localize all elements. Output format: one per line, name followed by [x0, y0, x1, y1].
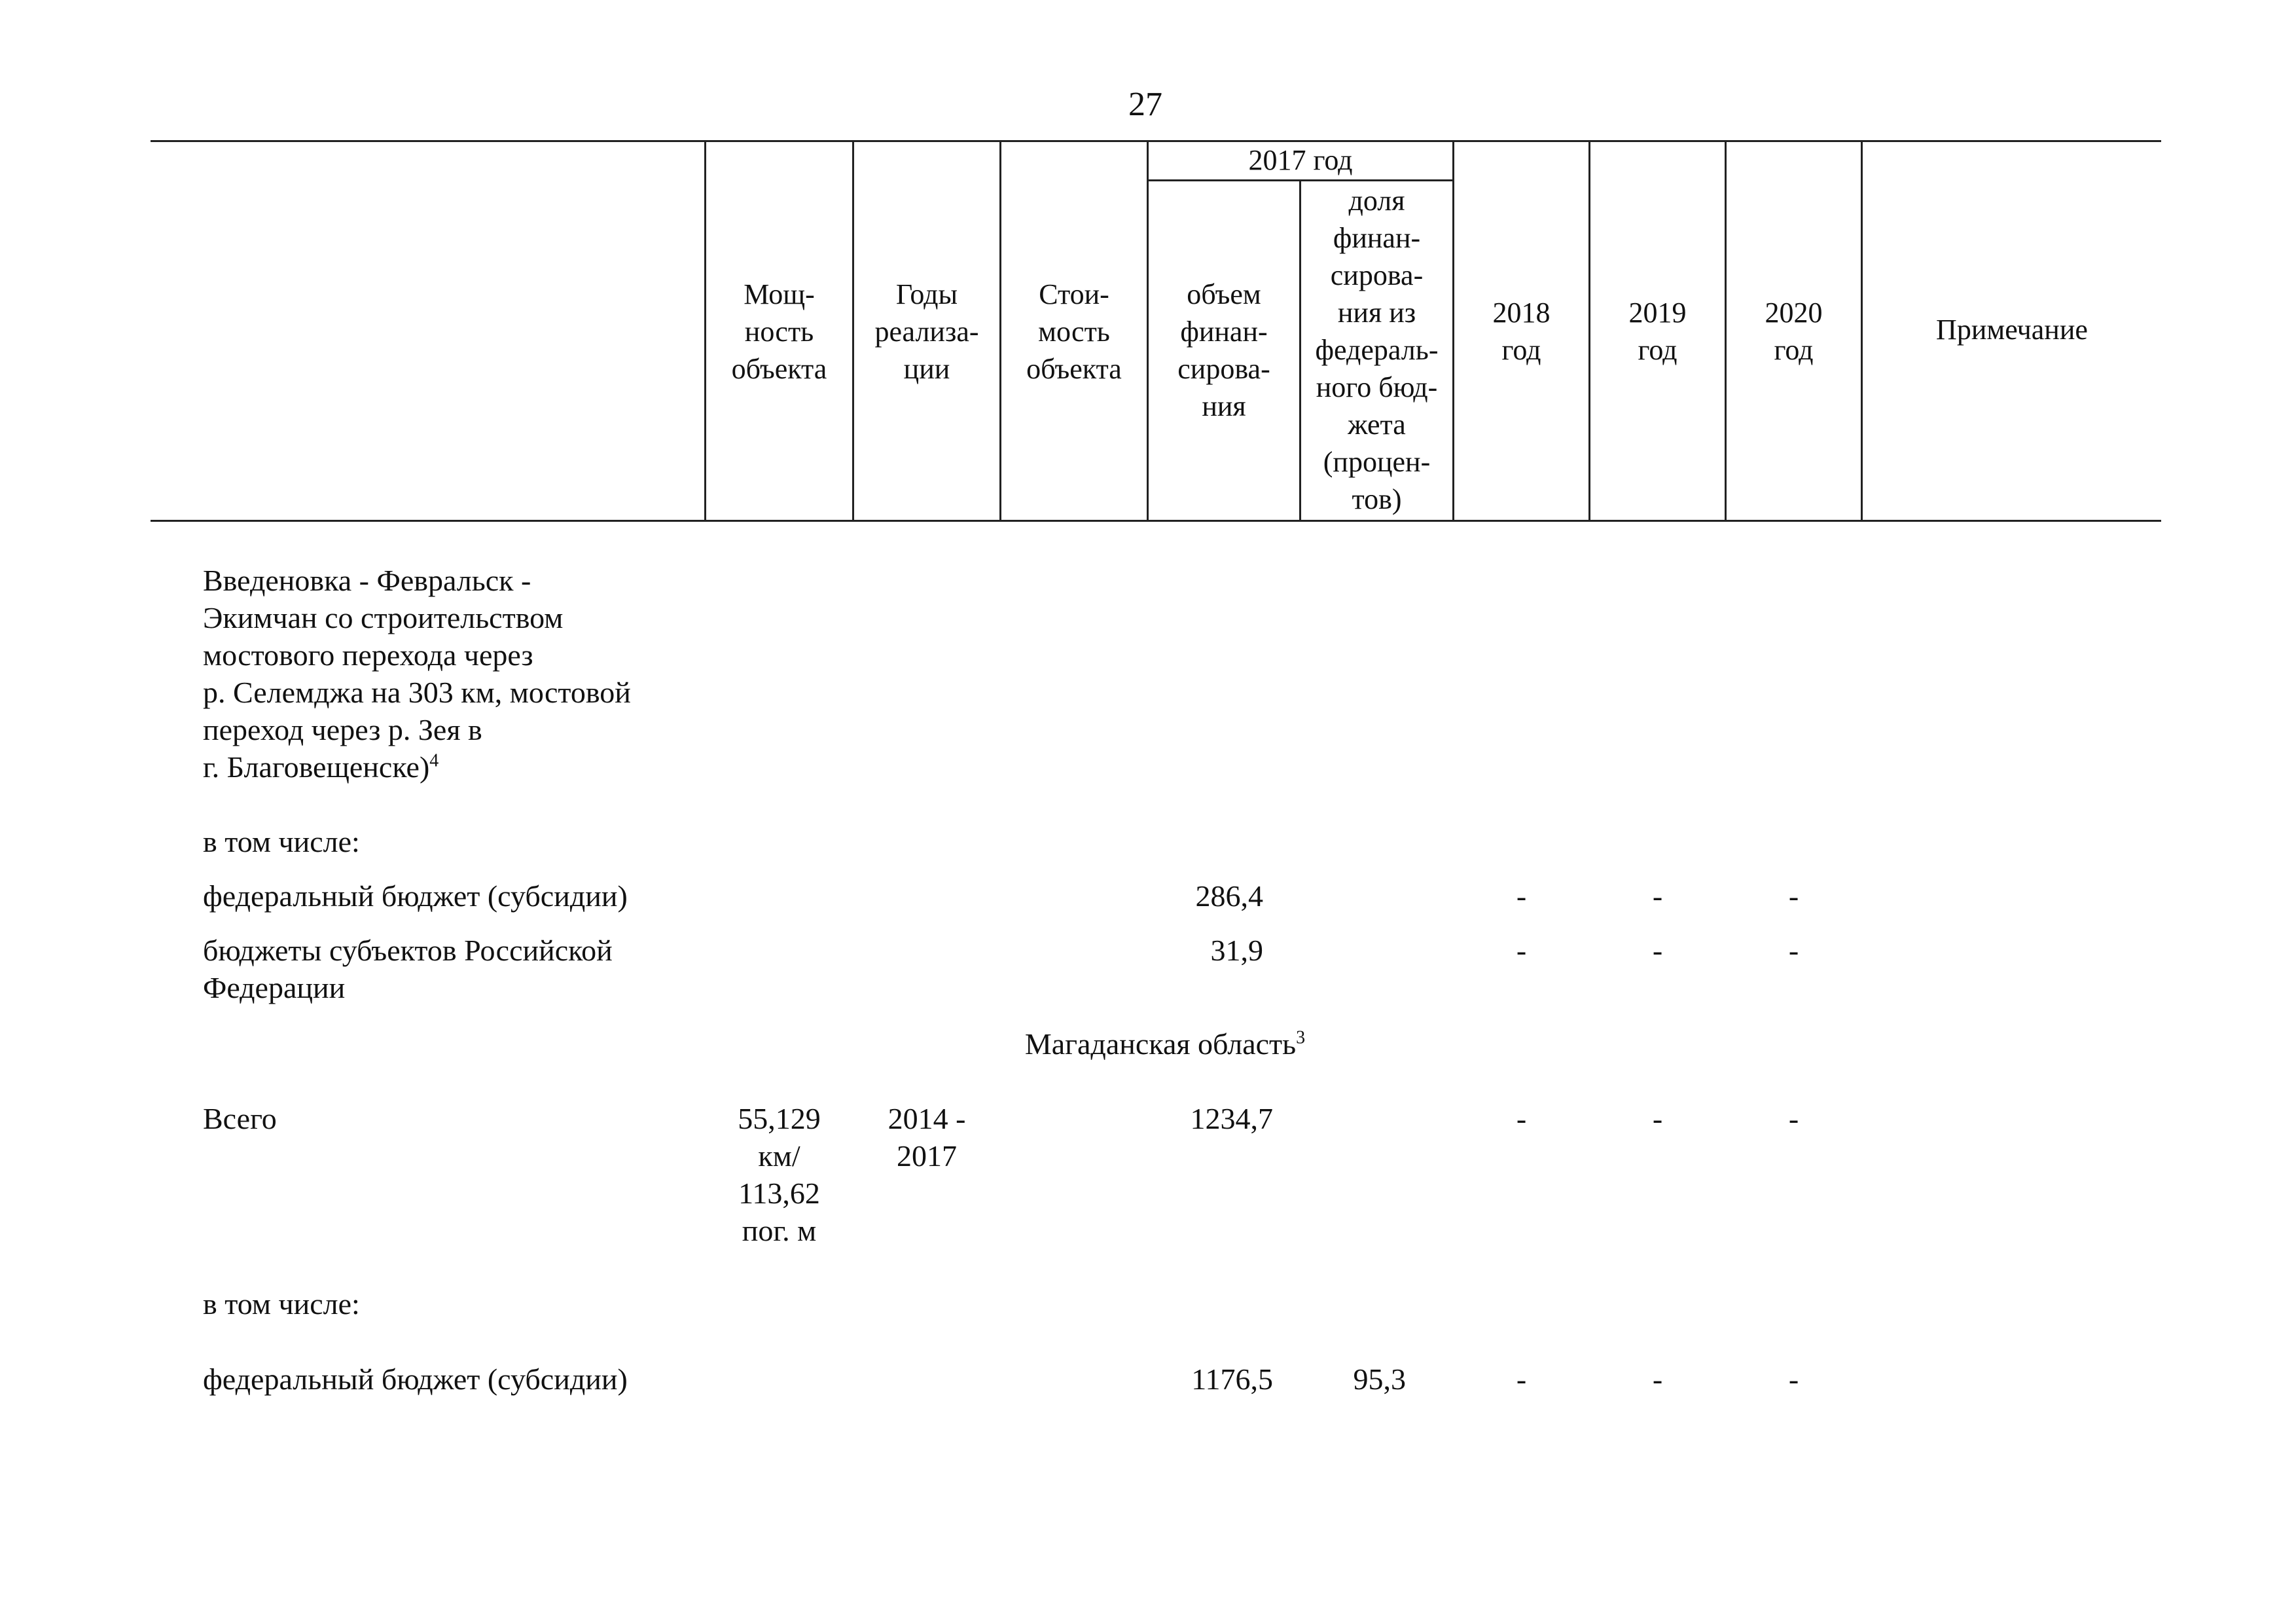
page-number: 27: [1128, 86, 1162, 123]
object-name-text: Введеновка - Февральск - Экимчан со строительством мостового перехода через р. Селемджа на 303 км, мостовой переход через р. Зея в г. Благовещенске): [203, 564, 631, 784]
region-heading-text: Магаданская область: [1024, 1027, 1297, 1061]
region-heading: [916, 1025, 1414, 1063]
federal-budget-2019-1: -: [1652, 879, 1663, 913]
header-bottom-rule: [151, 520, 2161, 522]
federal-budget-2018-2: -: [1516, 1362, 1527, 1396]
total-2020: -: [1788, 1102, 1799, 1135]
federal-budget-2020-1: -: [1788, 879, 1799, 913]
header-2018: 2018 год: [1492, 297, 1551, 366]
subject-budget-volume: 31,9: [1210, 934, 1263, 967]
total-volume: 1234,7: [1190, 1102, 1273, 1135]
federal-budget-volume-1: 286,4: [1195, 879, 1263, 913]
federal-budget-2020-2: -: [1788, 1362, 1799, 1396]
header-2019: 2019 год: [1628, 297, 1687, 366]
total-2019: -: [1652, 1102, 1663, 1135]
federal-budget-share-2: 95,3: [1353, 1362, 1406, 1396]
object-name: [203, 562, 700, 786]
header-note: Примечание: [1936, 314, 2088, 346]
including-label-1: в том числе:: [203, 825, 360, 858]
footnote-mark-4: 4: [429, 750, 439, 771]
federal-budget-2019-2: -: [1652, 1362, 1663, 1396]
total-years: 2014 - 2017: [888, 1102, 966, 1173]
subject-budget-2018: -: [1516, 934, 1527, 967]
header-2020: 2020 год: [1765, 297, 1823, 366]
total-capacity: 55,129 км/ 113,62 пог. м: [738, 1102, 821, 1247]
federal-budget-volume-2: 1176,5: [1191, 1362, 1273, 1396]
footnote-mark-3: 3: [1296, 1027, 1306, 1048]
including-label-2: в том числе:: [203, 1287, 360, 1321]
header-2017-year: 2017 год: [1248, 144, 1353, 176]
header-capacity: Мощ- ность объекта: [731, 278, 827, 385]
total-2018: -: [1516, 1102, 1527, 1135]
total-label: Всего: [203, 1102, 277, 1135]
header-share: доля финан- сирова- ния из федераль- ного бюд- жета (процен- тов): [1315, 185, 1439, 515]
header-years: Годы реализа- ции: [874, 278, 979, 385]
federal-budget-label-2: федеральный бюджет (субсидии): [203, 1362, 628, 1396]
federal-budget-label-1: федеральный бюджет (субсидии): [203, 879, 628, 913]
subject-budget-2019: -: [1652, 934, 1663, 967]
header-volume: объем финан- сирова- ния: [1177, 278, 1270, 422]
federal-budget-2018-1: -: [1516, 879, 1527, 913]
subject-budget-label: бюджеты субъектов Российской Федерации: [203, 934, 613, 1004]
subject-budget-2020: -: [1788, 934, 1799, 967]
header-cost: Стои- мость объекта: [1026, 278, 1122, 385]
